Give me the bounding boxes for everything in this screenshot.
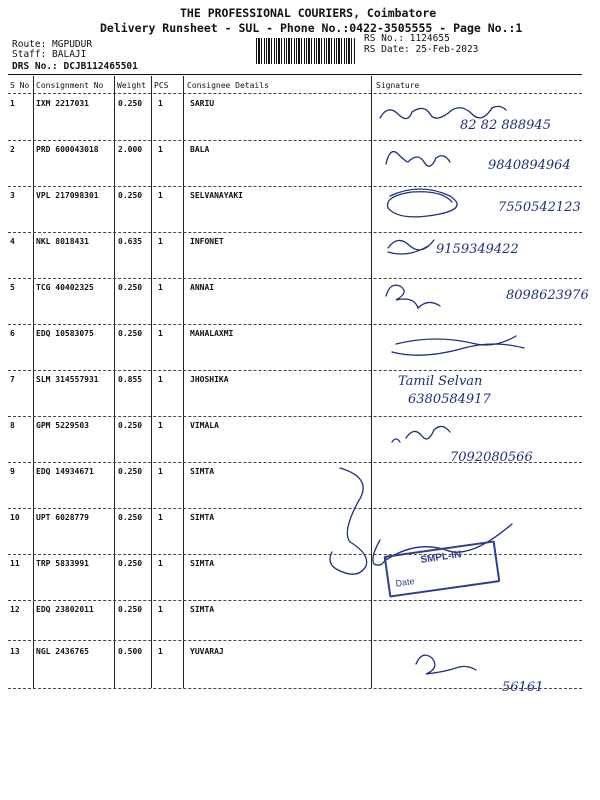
signature-mark	[380, 106, 506, 118]
sno-cell: 1	[10, 99, 15, 108]
handwritten-phone-3: 7550542123	[498, 200, 581, 215]
consignee-cell: VIMALA	[190, 421, 219, 430]
consignee-cell: SIMTA	[190, 559, 215, 568]
consignee-cell: INFONET	[190, 237, 224, 246]
signature-mark	[386, 152, 450, 167]
rs-date: RS Date: 25-Feb-2023	[364, 44, 479, 55]
sno-cell: 2	[10, 145, 15, 154]
staff-label: Staff: BALAJI	[12, 49, 87, 60]
consignment-cell: IXM 2217031	[36, 99, 89, 108]
handwritten-name-7: Tamil Selvan	[398, 374, 483, 389]
sno-cell: 6	[10, 329, 15, 338]
consignee-cell: MAHALAXMI	[190, 329, 234, 338]
weight-cell: 0.250	[118, 329, 143, 338]
consignee-cell: SIMTA	[190, 513, 215, 522]
rs-number: RS No.: 1124655	[364, 33, 450, 44]
consignment-cell: EDQ 10583075	[36, 329, 94, 338]
company-title: THE PROFESSIONAL COURIERS, Coimbatore	[180, 6, 437, 20]
signature-mark	[388, 240, 434, 254]
sno-cell: 9	[10, 467, 15, 476]
pcs-cell: 1	[158, 421, 163, 430]
consignee-cell: YUVARAJ	[190, 647, 224, 656]
weight-cell: 0.250	[118, 467, 143, 476]
weight-cell: 0.250	[118, 283, 143, 292]
col-header-signature: Signature	[376, 81, 420, 90]
consignee-cell: SARIU	[190, 99, 215, 108]
pcs-cell: 1	[158, 191, 163, 200]
drs-label: DRS No.:	[12, 61, 58, 72]
weight-cell: 0.250	[118, 605, 143, 614]
pcs-cell: 1	[158, 329, 163, 338]
pcs-cell: 1	[158, 647, 163, 656]
pcs-cell: 1	[158, 237, 163, 246]
col-header-consignee: Consignee Details	[187, 81, 269, 90]
consignee-cell: JHOSHIKA	[190, 375, 229, 384]
weight-cell: 0.250	[118, 559, 143, 568]
consignment-cell: PRD 600043018	[36, 145, 99, 154]
pen-stroke	[330, 468, 367, 574]
sno-cell: 8	[10, 421, 15, 430]
stamp-label: SMPL-IN	[419, 549, 463, 566]
pcs-cell: 1	[158, 467, 163, 476]
stamp-date-label: Date	[394, 576, 416, 589]
consignee-cell: SIMTA	[190, 605, 215, 614]
handwritten-phone-7: 6380584917	[408, 392, 491, 407]
weight-cell: 0.250	[118, 99, 143, 108]
signature-mark	[388, 189, 458, 217]
consignment-cell: SLM 314557931	[36, 375, 99, 384]
pcs-cell: 1	[158, 99, 163, 108]
sno-cell: 3	[10, 191, 15, 200]
consignment-cell: TCG 40402325	[36, 283, 94, 292]
handwritten-number-13: 56161	[502, 680, 544, 695]
signature-mark	[416, 655, 476, 674]
weight-cell: 0.250	[118, 191, 143, 200]
pcs-cell: 1	[158, 375, 163, 384]
consignment-cell: VPL 217098301	[36, 191, 99, 200]
weight-cell: 0.635	[118, 237, 143, 246]
pcs-cell: 1	[158, 605, 163, 614]
consignment-cell: EDQ 14934671	[36, 467, 94, 476]
handwritten-phone-1: 82 82 888945	[460, 118, 551, 133]
weight-cell: 0.855	[118, 375, 143, 384]
sno-cell: 5	[10, 283, 15, 292]
consignee-cell: BALA	[190, 145, 210, 154]
sno-cell: 10	[10, 513, 20, 522]
consignment-cell: TRP 5833991	[36, 559, 89, 568]
signature-mark	[386, 285, 440, 308]
pcs-cell: 1	[158, 559, 163, 568]
consignee-cell: SELVANAYAKI	[190, 191, 243, 200]
col-header-weight: Weight	[117, 81, 146, 90]
route-label: Route: MGPUDUR	[12, 39, 93, 50]
sno-cell: 11	[10, 559, 20, 568]
col-header-pcs: PCS	[154, 81, 169, 90]
consignment-cell: UPT 6028779	[36, 513, 89, 522]
consignment-cell: GPM 5229503	[36, 421, 89, 430]
weight-cell: 0.500	[118, 647, 143, 656]
runsheet-title: Delivery Runsheet - SUL - Phone No.:0422-3505555 - Page No.:1	[100, 21, 523, 35]
sno-cell: 4	[10, 237, 15, 246]
signature-mark	[392, 426, 450, 442]
handwritten-phone-2: 9840894964	[488, 158, 571, 173]
handwritten-phone-8: 7092080566	[450, 450, 533, 465]
weight-cell: 0.250	[118, 421, 143, 430]
consignment-cell: NGL 2436765	[36, 647, 89, 656]
pcs-cell: 1	[158, 283, 163, 292]
consignment-cell: NKL 8018431	[36, 237, 89, 246]
consignee-cell: SIMTA	[190, 467, 215, 476]
consignee-cell: ANNAI	[190, 283, 215, 292]
sno-cell: 13	[10, 647, 20, 656]
col-header-consignment: Consignment No	[36, 81, 104, 90]
handwritten-phone-4: 9159349422	[436, 242, 519, 257]
weight-cell: 2.000	[118, 145, 143, 154]
col-header-sno: S No	[10, 81, 30, 90]
weight-cell: 0.250	[118, 513, 143, 522]
consignment-cell: EDQ 23802011	[36, 605, 94, 614]
sno-cell: 7	[10, 375, 15, 384]
signature-mark	[392, 336, 524, 355]
sno-cell: 12	[10, 605, 20, 614]
drs-value: DCJB112465501	[63, 61, 138, 72]
handwritten-phone-5: 8098623976	[506, 288, 589, 303]
pcs-cell: 1	[158, 513, 163, 522]
pcs-cell: 1	[158, 145, 163, 154]
